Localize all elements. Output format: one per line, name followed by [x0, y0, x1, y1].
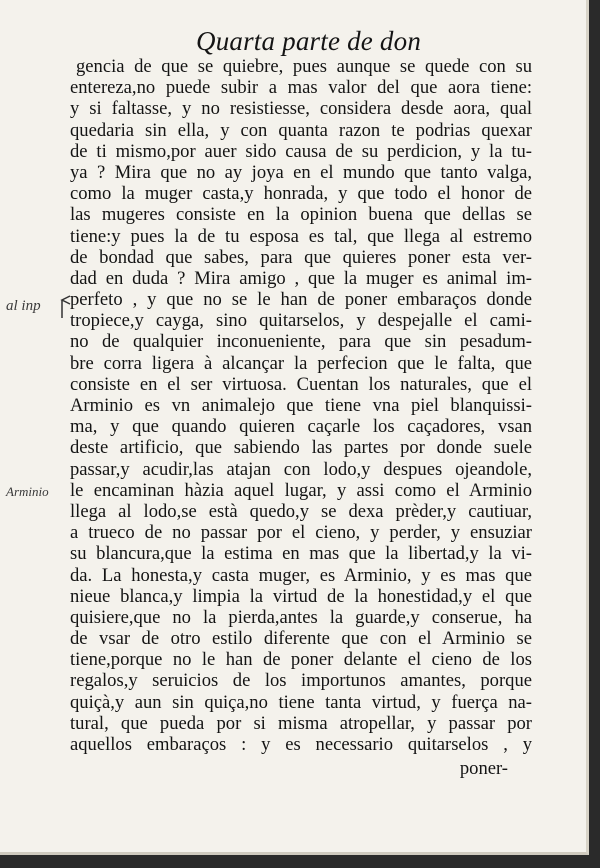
text-line: a trueco de no passar por el cieno, y perder, y ensuziar [70, 522, 532, 544]
text-line: de bondad que sabes, para que quieres poner esta ver- [70, 246, 532, 268]
text-line: no de qualquier inconueniente, para que sin pesadum- [70, 331, 532, 353]
text-line: deste artificio, que sabiendo las partes por donde suele [70, 437, 532, 459]
text-line: y si faltasse, y no resistiesse, considera desde aora, qual [70, 98, 532, 120]
text-line: quedaria sin ella, y con quanta razon te podrias quexar [70, 119, 532, 141]
text-line: passar,y acudir,las atajan con lodo,y despues ojeandole, [70, 458, 532, 480]
text-line: bre corra ligera à alcançar la perfecion que le falta, que [70, 352, 532, 374]
text-line: entereza,no puede subir a mas valor del que aora tiene: [70, 77, 532, 99]
text-line: como la muger casta,y honrada, y que todo el honor de [70, 183, 532, 205]
text-line: consiste en el ser virtuosa. Cuentan los naturales, que el [70, 373, 532, 395]
margin-note-1: al inp [6, 298, 41, 314]
text-line: llega al lodo,se està quedo,y se dexa prèder,y cautiuar, [70, 500, 532, 522]
text-line: las mugeres consiste en la opinion buena que dellas se [70, 204, 532, 226]
text-line: gencia de que se quiebre, pues aunque se quede con su [76, 56, 532, 77]
running-header: Quarta parte de don [196, 26, 422, 56]
text-line: da. La honesta,y casta muger, es Arminio, y es mas que [70, 564, 532, 586]
text-line: quiçà,y aun sin quiça,no tiene tanta virtud, y fuerça na- [70, 691, 532, 713]
text-line: ya ? Mira que no ay joya en el mundo que tanto valga, [70, 161, 532, 183]
body-text [70, 56, 532, 755]
text-line: de ti mismo,por auer sido causa de su perdicion, y la tu- [70, 140, 532, 162]
text-line: quisiere,que no la pierda,antes la guarde,y conserue, ha [70, 606, 532, 628]
catchword: poner- [459, 758, 508, 779]
text-line: regalos,y seruicios de los importunos amantes, porque [70, 670, 532, 692]
text-line: de vsar de otro estilo diferente que con el Arminio se [70, 628, 532, 650]
text-line: su blancura,que la estima en mas que la libertad,y la vi- [70, 543, 532, 565]
text-line: tural, que pueda por si misma atropellar, y passar por [70, 712, 532, 734]
text-line: tropiece,y cayga, sino quitarselos, y despejalle el cami- [70, 310, 532, 332]
text-line: ma, y que quando quieren caçarle los caçadores, vsan [70, 416, 532, 438]
text-line: perfeto , y que no se le han de poner embaraços donde [70, 289, 532, 311]
text-line: nieue blanca,y limpia la virtud de la honestidad,y el que [70, 585, 532, 607]
text-line: aquellos embaraços : y es necessario quitarselos , y [70, 734, 532, 755]
text-line: tiene,porque no le han de poner delante el cieno de los [70, 649, 532, 671]
margin-note-2: Arminio [6, 484, 49, 499]
text-line: tiene:y pues la de tu esposa es tal, que llega al estremo [70, 225, 532, 247]
text-line: le encaminan hàzia aquel lugar, y assi como el Arminio [70, 479, 532, 501]
text-line: dad en duda ? Mira amigo , que la muger es animal im- [70, 267, 532, 289]
text-line: Arminio es vn animalejo que tiene vna piel blanquissi- [70, 395, 532, 416]
